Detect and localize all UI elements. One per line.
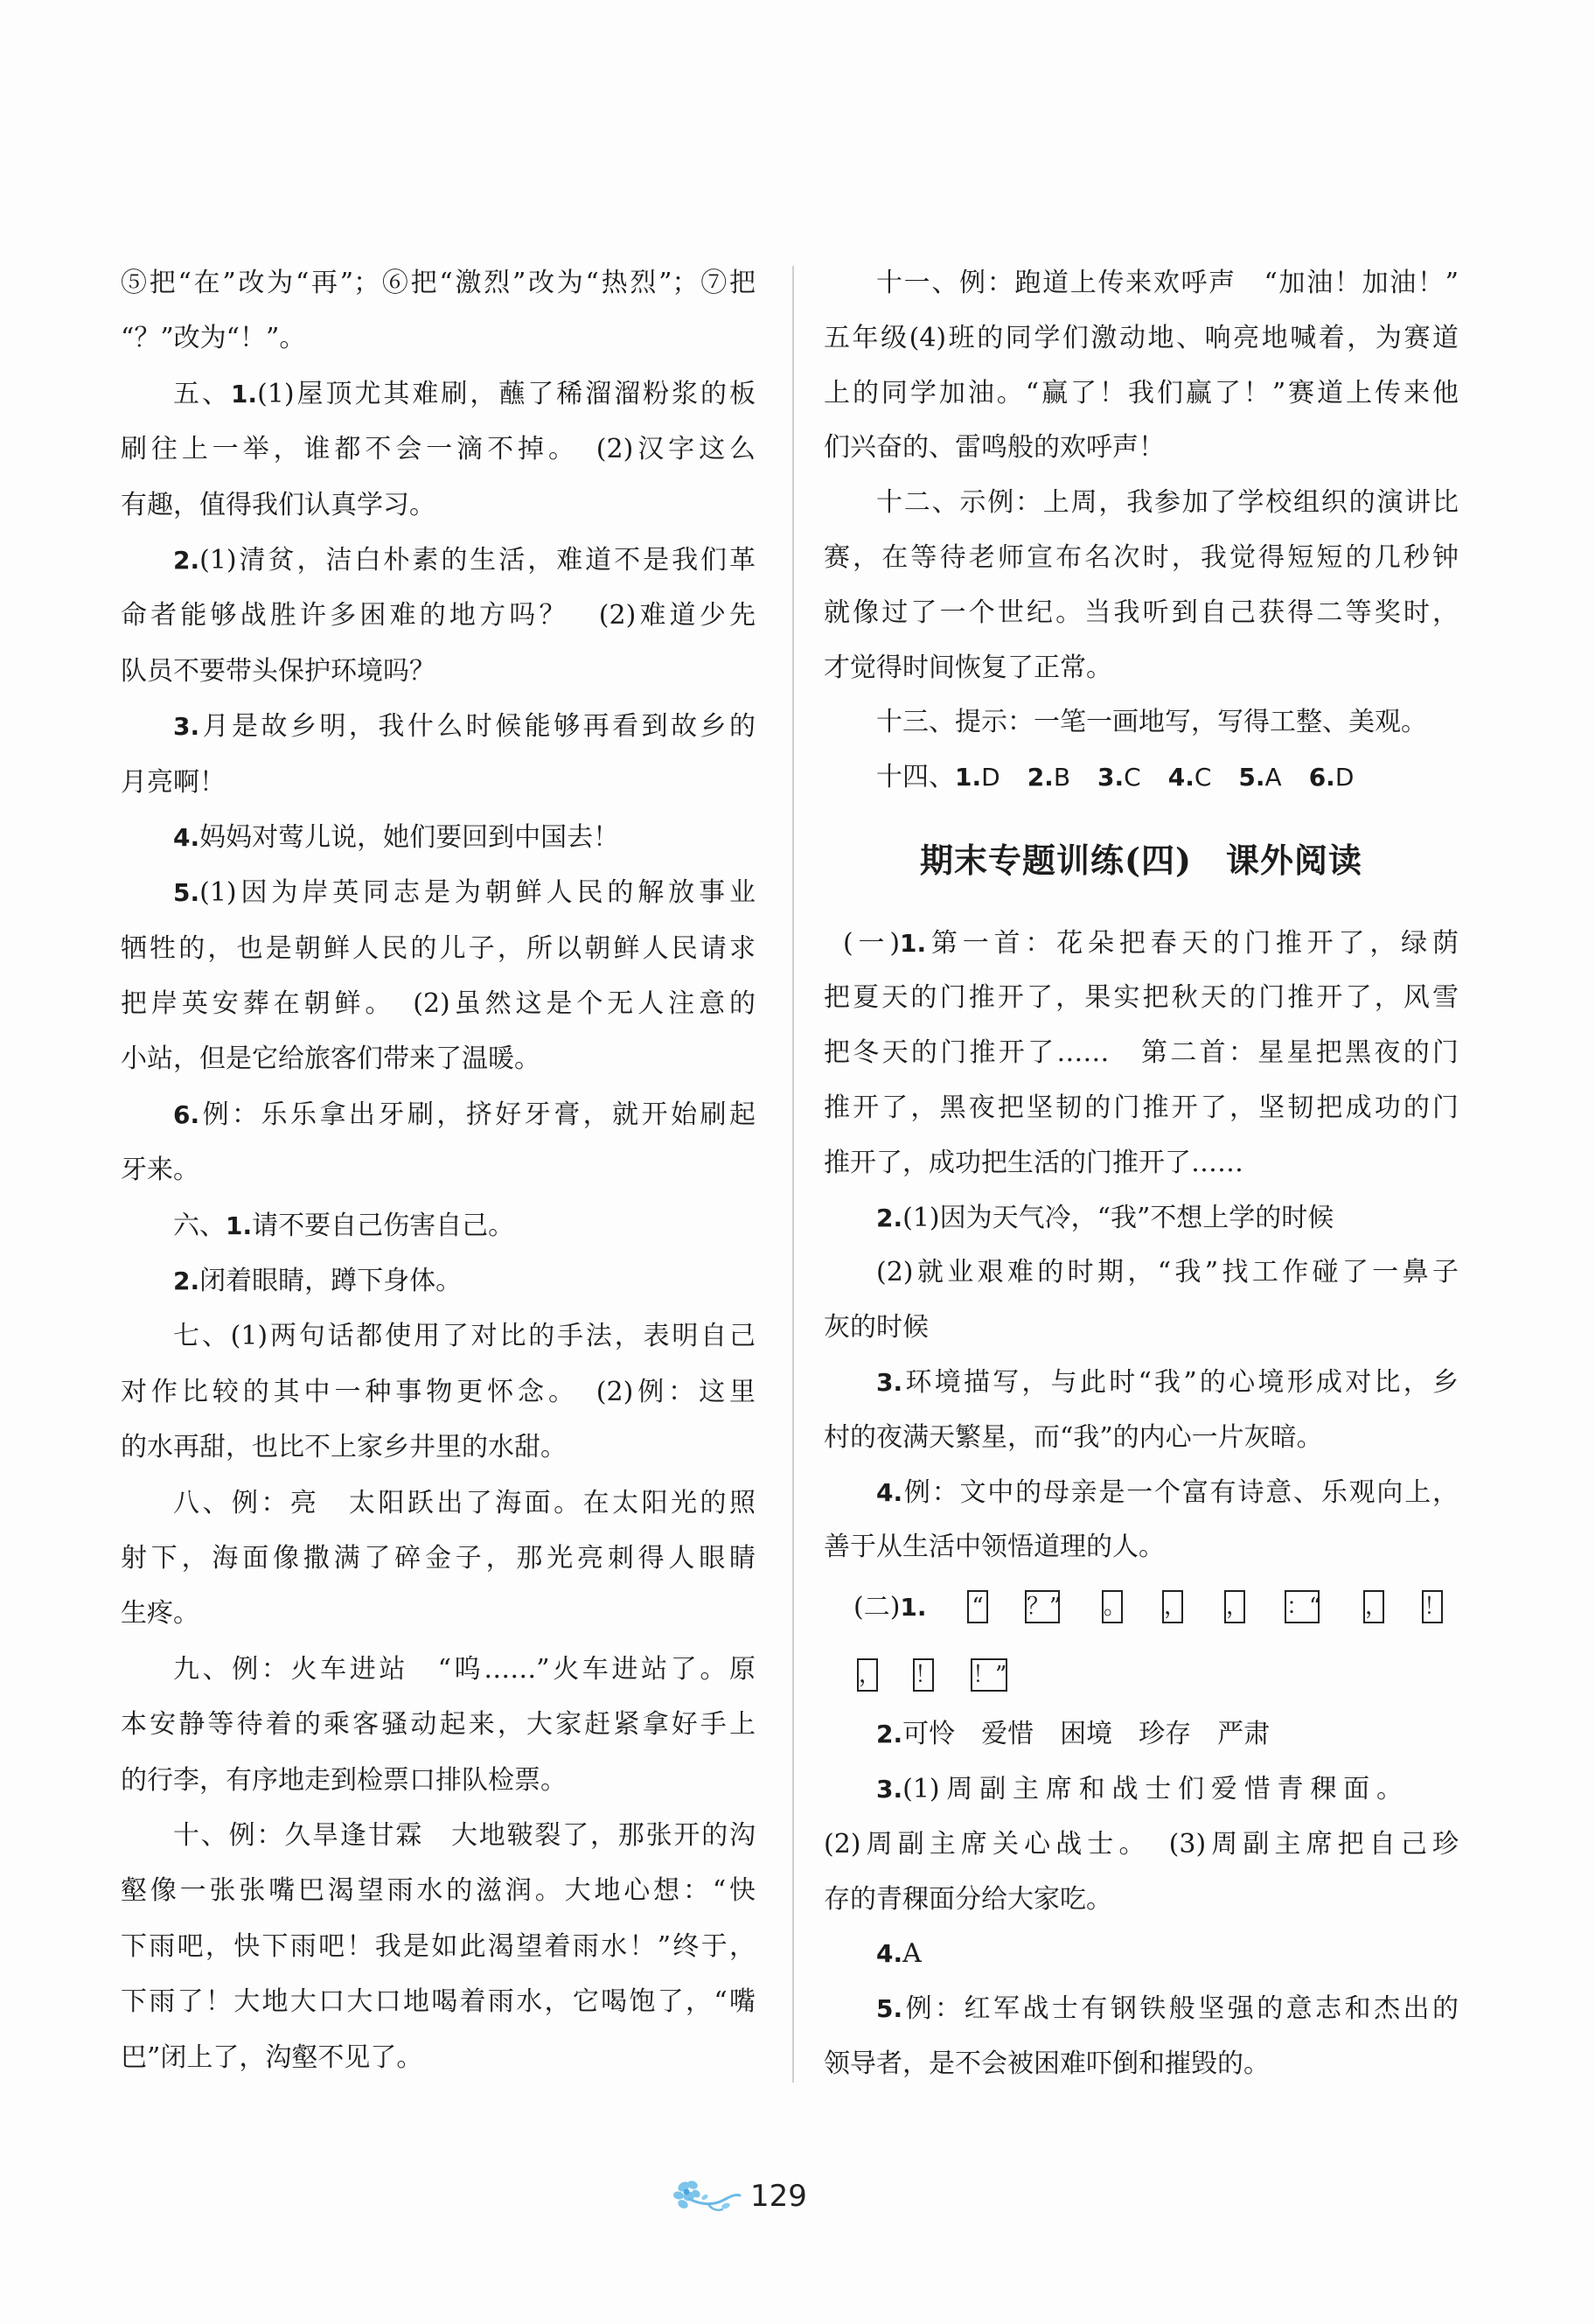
answer-text: 第一首：花朵把春天的门推开了，绿荫 <box>926 927 1459 959</box>
answer-line: 推开了，成功把生活的门推开了…… <box>824 1147 1243 1178</box>
left-column <box>121 255 756 2085</box>
answer-line: (2)就业艰难的时期，“我”找工作碰了一鼻子 <box>876 1257 1459 1288</box>
section-marker: (二) <box>853 1592 901 1623</box>
choice-answer <box>1238 750 1281 806</box>
answer-line: 射下，海面像撒满了碎金子，那光亮刺得人眼睛 <box>121 1542 756 1574</box>
choice-answer <box>955 750 1000 806</box>
item-number: 1. <box>955 763 982 792</box>
answer-line: 九、例：火车进站 “呜……”火车进站了。原 <box>173 1653 756 1685</box>
answer-line <box>824 1191 1459 1246</box>
section-title: 期末专题训练(四) 课外阅读 <box>920 840 1362 880</box>
answer-line: 就像过了一个世纪。当我听到自己获得二等奖时， <box>824 597 1459 628</box>
punctuation-box: ， <box>1162 1590 1183 1623</box>
punctuation-box: “ <box>967 1590 988 1623</box>
page-number: 129 <box>750 2179 807 2214</box>
answer-letter: D <box>981 763 1000 792</box>
answer-line <box>824 1356 1459 1411</box>
item-number: 1. <box>900 928 927 958</box>
item-number: 2. <box>876 1720 903 1749</box>
answer-line <box>824 917 1459 972</box>
answer-line: 五年级(4)班的同学们激动地、响亮地喊着，为赛道 <box>824 322 1459 353</box>
answer-text: (1)清贫，洁白朴素的生活，难道不是我们革 <box>199 544 756 576</box>
punctuation-answer-row <box>824 1640 1459 1707</box>
answer-line: 巴”闭上了，沟壑不见了。 <box>121 2041 423 2073</box>
answer-text: 例：乐乐拿出牙刷，挤好牙膏，就开始刷起 <box>199 1099 756 1130</box>
answer-line: 十、例：久旱逢甘霖 大地皲裂了，那张开的沟 <box>173 1819 756 1851</box>
answer-line <box>121 533 756 588</box>
item-number: 4. <box>173 822 200 852</box>
answer-line: 赛，在等待老师宣布名次时，我觉得短短的几秒钟 <box>824 541 1459 573</box>
answer-line: 下雨了！大地大口大口地喝着雨水，它喝饱了，“嘴 <box>121 1986 756 2018</box>
punctuation-box: ， <box>857 1658 878 1692</box>
answer-line <box>824 1927 1459 1982</box>
punctuation-answer-row <box>824 1575 1459 1640</box>
answer-text: 可怜 爱惜 困境 珍存 严肃 <box>902 1719 1271 1750</box>
column-divider <box>792 266 794 2083</box>
answer-line <box>824 1466 1459 1521</box>
answer-line: 有趣，值得我们认真学习。 <box>121 489 435 520</box>
answer-line: 刷往上一举，谁都不会一滴不掉。 (2)汉字这么 <box>121 434 756 465</box>
section-marker: 五、 <box>173 378 231 409</box>
answer-line: 月亮啊！ <box>121 766 226 798</box>
choice-answer <box>1027 750 1070 806</box>
item-number: 5. <box>1238 763 1265 792</box>
answer-text: 例：文中的母亲是一个富有诗意、乐观向上， <box>902 1476 1459 1508</box>
item-number: 6. <box>173 1099 200 1129</box>
answer-line: 善于从生活中领悟道理的人。 <box>824 1532 1165 1563</box>
choice-answer <box>1309 750 1355 806</box>
item-number: 1. <box>230 379 258 408</box>
punctuation-box: ！ <box>913 1658 934 1692</box>
answer-line: 七、(1)两句话都使用了对比的手法，表明自己 <box>173 1321 756 1352</box>
section-marker: 六、 <box>173 1210 226 1241</box>
item-number: 5. <box>876 1994 903 2024</box>
item-number: 3. <box>876 1774 903 1804</box>
item-number: 1. <box>226 1211 253 1240</box>
choice-answer <box>1097 750 1141 806</box>
answer-text: 请不要自己伤害自己。 <box>252 1210 515 1241</box>
answer-line: 把冬天的门推开了…… 第二首：星星把黑夜的门 <box>824 1037 1459 1069</box>
answer-line: 的行李，有序地走到检票口排队检票。 <box>121 1764 567 1796</box>
answer-line: 小站，但是它给旅客们带来了温暖。 <box>121 1043 540 1075</box>
punctuation-box: ， <box>1224 1590 1245 1623</box>
answer-line <box>121 1198 756 1253</box>
answer-line: 壑像一张张嘴巴渴望雨水的滋润。大地心想：“快 <box>121 1875 756 1907</box>
answer-line: 把岸英安葬在朝鲜。 (2)虽然这是个无人注意的 <box>121 988 756 1020</box>
item-number: 2. <box>173 1267 200 1296</box>
item-number: 1. <box>900 1593 927 1623</box>
answer-line: 牺牲的，也是朝鲜人民的儿子，所以朝鲜人民请求 <box>121 932 756 964</box>
answer-line: 推开了，黑夜把坚韧的门推开了，坚韧把成功的门 <box>824 1092 1459 1123</box>
punctuation-box: ！” <box>971 1658 1007 1692</box>
answer-line: 才觉得时间恢复了正常。 <box>824 652 1112 683</box>
answer-text: 例：红军战士有钢铁般坚强的意志和杰出的 <box>902 1993 1459 2025</box>
answer-letter: A <box>1264 763 1282 792</box>
answer-line <box>121 699 756 754</box>
answer-text: 妈妈对莺儿说，她们要回到中国去！ <box>199 821 620 853</box>
section-marker: (一) <box>843 927 901 959</box>
punctuation-box: ：“ <box>1285 1590 1320 1623</box>
punctuation-box: ！ <box>1422 1590 1443 1623</box>
answer-line <box>824 1982 1459 2037</box>
item-number: 3. <box>173 712 200 742</box>
answer-line: 对作比较的其中一种事物更怀念。 (2)例：这里 <box>121 1376 756 1407</box>
answer-line: 们兴奋的、雷鸣般的欢呼声！ <box>824 432 1165 464</box>
answer-letter: C <box>1194 763 1212 792</box>
answer-letter: B <box>1053 763 1071 792</box>
answer-text: (1)因为天气冷，“我”不想上学的时候 <box>902 1202 1334 1233</box>
answer-line: (2)周副主席关心战士。 (3)周副主席把自己珍 <box>824 1828 1459 1860</box>
answer-line <box>121 865 756 920</box>
item-number: 2. <box>173 545 200 575</box>
answer-line: 十一、例：跑道上传来欢呼声 “加油！加油！” <box>876 268 1459 298</box>
answer-line: 本安静等待着的乘客骚动起来，大家赶紧拿好手上 <box>121 1709 756 1741</box>
answer-line: 灰的时候 <box>824 1312 929 1343</box>
answer-text: 环境描写，与此时“我”的心境形成对比，乡 <box>902 1366 1459 1398</box>
answer-line <box>824 1707 1459 1762</box>
answer-text: (1)因为岸英同志是为朝鲜人民的解放事业 <box>199 877 756 909</box>
answer-line: ⑤把“在”改为“再”；⑥把“激烈”改为“热烈”；⑦把 <box>121 268 756 298</box>
answer-line: 存的青稞面分给大家吃。 <box>824 1883 1112 1915</box>
item-number: 5. <box>173 878 200 908</box>
answer-line: 八、例：亮 太阳跃出了海面。在太阳光的照 <box>173 1487 756 1518</box>
answer-line: 下雨吧，快下雨吧！我是如此渴望着雨水！”终于， <box>121 1930 756 1962</box>
answer-text: 闭着眼睛，蹲下身体。 <box>199 1266 463 1297</box>
answer-line: 生疼。 <box>121 1598 199 1630</box>
item-number: 4. <box>1167 763 1195 792</box>
answer-letter: D <box>1334 763 1355 792</box>
answer-line: “？”改为“！”。 <box>121 323 306 354</box>
answer-line: 把夏天的门推开了，果实把秋天的门推开了，风雪 <box>824 982 1459 1014</box>
answer-line <box>121 810 756 865</box>
answer-line <box>121 1087 756 1142</box>
punctuation-box: 。 <box>1102 1590 1123 1623</box>
choice-answers-line <box>824 750 1459 806</box>
punctuation-box: ？” <box>1025 1590 1060 1623</box>
item-number: 6. <box>1308 763 1335 792</box>
item-number: 2. <box>876 1203 903 1232</box>
item-number: 4. <box>876 1477 903 1507</box>
choice-answer <box>1168 750 1212 806</box>
answer-line: 十二、示例：上周，我参加了学校组织的演讲比 <box>876 487 1459 519</box>
answer-letter: C <box>1124 763 1141 792</box>
answer-text: 月是故乡明，我什么时候能够再看到故乡的 <box>199 711 756 743</box>
right-column <box>824 256 1459 2092</box>
answer-line: 领导者，是不会被困难吓倒和摧毁的。 <box>824 2048 1270 2079</box>
section-marker: 十四、 <box>876 762 955 793</box>
punctuation-box: ， <box>1363 1590 1384 1623</box>
flower-sprig-icon <box>670 2174 743 2218</box>
answer-line: 的水再甜，也比不上家乡井里的水甜。 <box>121 1432 567 1463</box>
item-number: 2. <box>1027 763 1054 792</box>
item-number: 4. <box>876 1939 903 1969</box>
answer-line <box>121 366 756 422</box>
item-number: 3. <box>876 1367 903 1397</box>
answer-line: 上的同学加油。“赢了！我们赢了！”赛道上传来他 <box>824 377 1459 408</box>
answer-line: 队员不要带头保护环境吗？ <box>121 655 435 687</box>
answer-line: 村的夜满天繁星，而“我”的内心一片灰暗。 <box>824 1421 1323 1453</box>
answer-line: 牙来。 <box>121 1155 199 1186</box>
answer-text: (1)屋顶尤其难刷，蘸了稀溜溜粉浆的板 <box>257 378 756 409</box>
answer-line <box>824 1762 1459 1818</box>
answer-line <box>121 1253 756 1309</box>
answer-text: A <box>902 1938 922 1970</box>
answer-line: 命者能够战胜许多困难的地方吗？ (2)难道少先 <box>121 600 756 632</box>
answer-text: (1)周副主席和战士们爱惜青稞面。 <box>902 1773 1403 1804</box>
item-number: 3. <box>1097 763 1125 792</box>
answer-line: 十三、提示：一笔一画地写，写得工整、美观。 <box>876 707 1427 738</box>
